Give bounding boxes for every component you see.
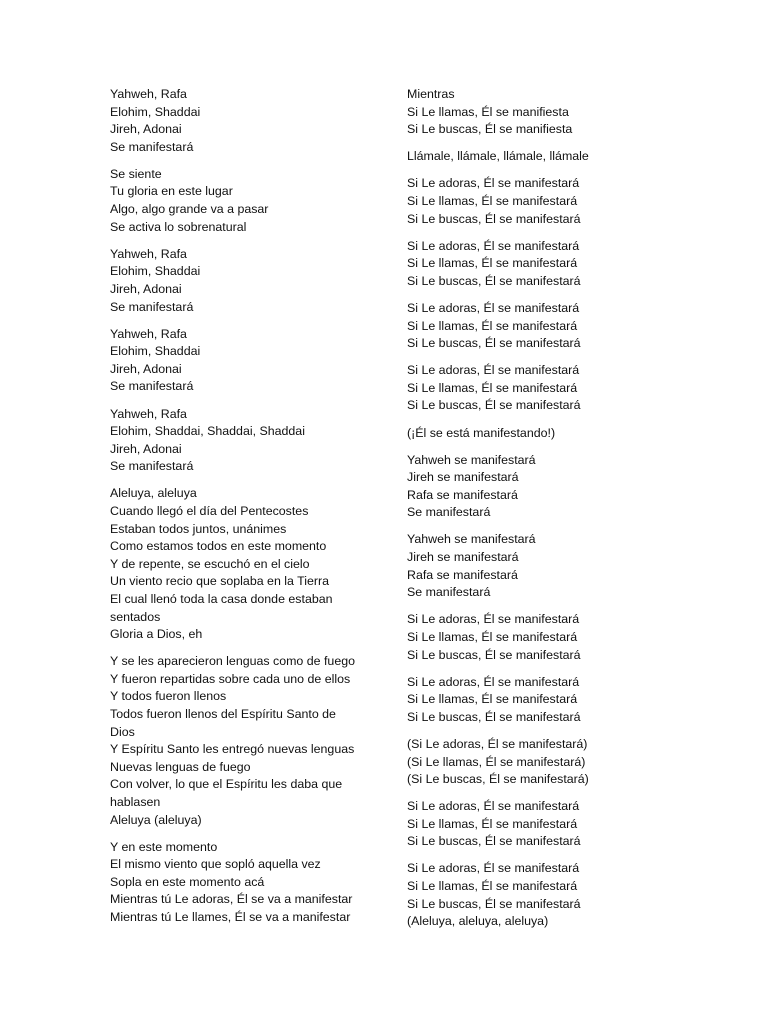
lyric-line: El cual llenó toda la casa donde estaban (110, 591, 333, 606)
lyric-line: Nuevas lenguas de fuego (110, 759, 251, 774)
stanza (407, 674, 697, 727)
lyric-line: Se activa lo sobrenatural (110, 219, 247, 234)
lyric-line: Si Le buscas, Él se manifestará (407, 211, 581, 226)
lyric-line: Jireh, Adonai (110, 122, 182, 137)
lyric-line: Se siente (110, 166, 162, 181)
lyric-line: Se manifestará (110, 459, 194, 474)
lyric-line: Si Le llamas, Él se manifestará (407, 193, 578, 208)
lyric-line: Jireh, Adonai (110, 281, 182, 296)
lyric-line: Si Le llamas, Él se manifiesta (407, 104, 569, 119)
lyric-line: Si Le adoras, Él se manifestará (407, 238, 580, 253)
lyric-line: Todos fueron llenos del Espíritu Santo de (110, 707, 336, 721)
lyric-line: Si Le adoras, Él se manifestará (407, 363, 580, 378)
lyric-line: (Si Le buscas, Él se manifestará) (407, 772, 589, 787)
lyric-line: Se manifestará (407, 585, 491, 600)
stanza (407, 860, 697, 930)
stanza (110, 839, 372, 927)
lyric-line: Si Le llamas, Él se manifestará (407, 629, 578, 644)
lyric-line: Aleluya (aleluya) (110, 812, 202, 827)
lyric-line: Se manifestará (110, 299, 194, 314)
lyric-line: Si Le adoras, Él se manifestará (407, 300, 580, 315)
stanza (407, 300, 697, 353)
lyric-line: Tu gloria en este lugar (110, 184, 233, 199)
lyric-line: Rafa se manifestará (407, 487, 518, 502)
lyric-line: Si Le buscas, Él se manifestará (407, 647, 581, 662)
stanza (110, 166, 372, 236)
stanza (110, 653, 372, 829)
lyric-line: Si Le buscas, Él se manifestará (407, 273, 581, 288)
lyric-line: Elohim, Shaddai (110, 344, 201, 359)
stanza (407, 798, 697, 851)
lyric-line: Como estamos todos en este momento (110, 539, 327, 554)
lyric-line: Se manifestará (407, 505, 491, 520)
lyric-line: (Aleluya, aleluya, aleluya) (407, 914, 549, 929)
lyric-line: (Si Le adoras, Él se manifestará) (407, 736, 588, 751)
stanza (407, 611, 697, 664)
lyric-line: Si Le buscas, Él se manifestará (407, 896, 581, 911)
stanza (110, 326, 372, 396)
lyric-line: Mientras (407, 87, 455, 101)
lyric-line: Si Le llamas, Él se manifestará (407, 692, 578, 707)
lyric-line: Mientras tú Le llames, Él se va a manifestar (110, 910, 351, 925)
left-lyrics-column (110, 86, 372, 936)
lyric-line: Si Le buscas, Él se manifiesta (407, 122, 573, 137)
lyric-line: Con volver, lo que el Espíritu les daba que (110, 777, 343, 792)
stanza (407, 175, 697, 228)
lyric-line: Elohim, Shaddai (110, 264, 201, 279)
lyric-line: Aleluya, aleluya (110, 486, 197, 501)
lyric-line: Dios (110, 724, 135, 739)
stanza (407, 425, 697, 443)
stanza (407, 148, 697, 166)
lyric-line: Si Le buscas, Él se manifestará (407, 398, 581, 413)
right-lyrics-column (407, 86, 697, 940)
lyric-line: Si Le llamas, Él se manifestará (407, 318, 578, 333)
lyric-line: Yahweh, Rafa (110, 326, 187, 341)
lyric-line: Si Le llamas, Él se manifestará (407, 256, 578, 271)
stanza (407, 362, 697, 415)
lyric-line: Se manifestará (110, 379, 194, 394)
stanza (407, 86, 697, 139)
lyric-line: Jireh se manifestará (407, 550, 519, 565)
lyric-line: Si Le adoras, Él se manifestará (407, 861, 580, 876)
lyric-line: Si Le llamas, Él se manifestará (407, 816, 578, 831)
lyric-line: (¡Él se está manifestando!) (407, 425, 556, 440)
lyric-line: Yahweh, Rafa (110, 406, 187, 421)
stanza (110, 485, 372, 643)
lyric-line: Gloria a Dios, eh (110, 627, 203, 642)
lyric-line: Si Le adoras, Él se manifestará (407, 176, 580, 191)
lyric-line: (Si Le llamas, Él se manifestará) (407, 754, 586, 769)
lyric-line: Si Le adoras, Él se manifestará (407, 799, 580, 814)
lyric-line: Jireh se manifestará (407, 470, 519, 485)
stanza (407, 238, 697, 291)
lyric-line: Un viento recio que soplaba en la Tierra (110, 574, 330, 589)
lyric-line: Elohim, Shaddai, Shaddai, Shaddai (110, 424, 305, 439)
lyric-line: Si Le buscas, Él se manifestará (407, 336, 581, 351)
lyric-line: Yahweh se manifestará (407, 532, 536, 547)
lyric-line: Yahweh, Rafa (110, 246, 187, 261)
lyric-line: Se manifestará (110, 139, 194, 154)
lyric-line: Cuando llegó el día del Pentecostes (110, 503, 309, 518)
stanza (110, 406, 372, 476)
lyric-line: Y de repente, se escuchó en el cielo (110, 556, 310, 571)
lyric-line: hablasen (110, 794, 161, 809)
lyric-line: Si Le llamas, Él se manifestará (407, 380, 578, 395)
lyric-line: Sopla en este momento acá (110, 874, 265, 889)
stanza (407, 531, 697, 601)
lyric-line: Jireh, Adonai (110, 441, 182, 456)
stanza (407, 452, 697, 522)
lyric-line: Y Espíritu Santo les entregó nuevas lenguas (110, 742, 355, 757)
lyric-line: sentados (110, 609, 161, 624)
lyric-line: Si Le adoras, Él se manifestará (407, 674, 580, 689)
lyric-line: Y se les aparecieron lenguas como de fuego (110, 654, 355, 669)
lyric-line: Y fueron repartidas sobre cada uno de ellos (110, 671, 351, 686)
lyric-line: Mientras tú Le adoras, Él se va a manifestar (110, 892, 353, 907)
lyric-line: Estaban todos juntos, unánimes (110, 521, 287, 536)
lyric-line: Si Le llamas, Él se manifestará (407, 879, 578, 894)
lyric-line: Llámale, llámale, llámale, llámale (407, 149, 589, 164)
lyric-line: Rafa se manifestará (407, 567, 518, 582)
lyric-line: Elohim, Shaddai (110, 104, 201, 119)
lyric-line: Si Le adoras, Él se manifestará (407, 612, 580, 627)
stanza (407, 736, 697, 789)
lyric-line: Jireh, Adonai (110, 361, 182, 376)
lyric-line: Algo, algo grande va a pasar (110, 202, 269, 217)
lyric-line: Yahweh, Rafa (110, 87, 187, 101)
lyric-line: Si Le buscas, Él se manifestará (407, 834, 581, 849)
lyric-line: El mismo viento que sopló aquella vez (110, 857, 321, 872)
stanza (110, 86, 372, 156)
lyric-line: Y en este momento (110, 839, 218, 854)
stanza (110, 246, 372, 316)
lyric-line: Si Le buscas, Él se manifestará (407, 709, 581, 724)
lyric-line: Y todos fueron llenos (110, 689, 227, 704)
lyric-line: Yahweh se manifestará (407, 452, 536, 467)
